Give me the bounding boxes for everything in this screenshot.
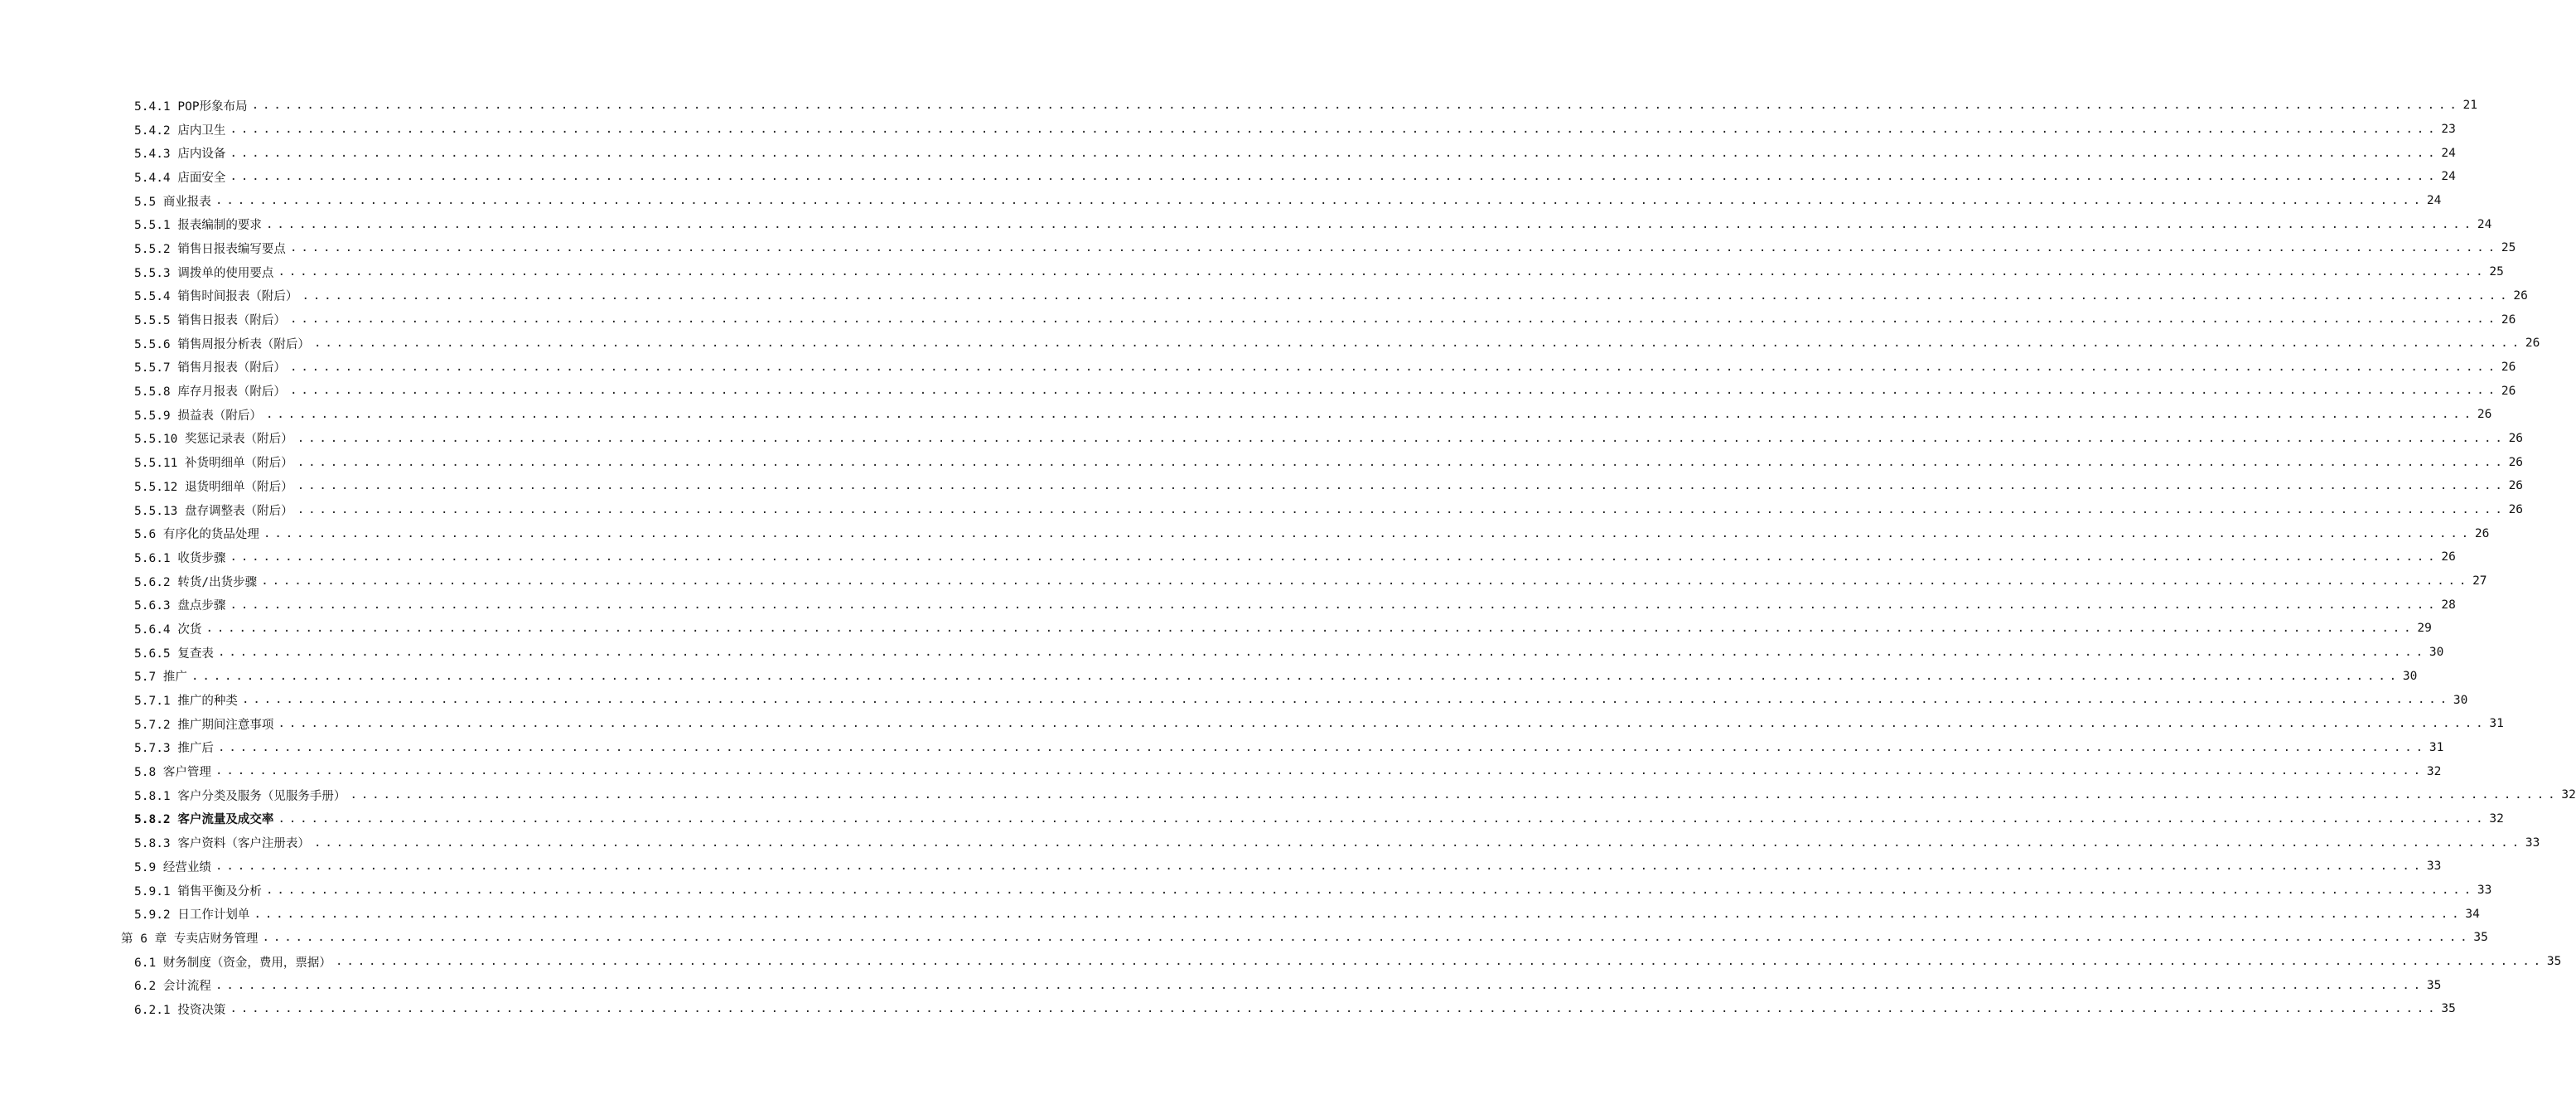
toc-entry-label: 5.7.1 推广的种类 (134, 695, 238, 709)
toc-entry-label: 5.6.4 次货 (134, 622, 202, 637)
toc-page-number: 26 (2508, 455, 2524, 469)
toc-entry[interactable] (0, 474, 2524, 498)
toc-page-number: 32 (2426, 764, 2442, 778)
toc-page-number: 35 (2473, 931, 2488, 945)
toc-entry[interactable] (0, 260, 2504, 284)
toc-entry[interactable] (0, 641, 2444, 665)
toc-entry-label: 5.5.6 销售周报分析表（附后） (134, 337, 310, 351)
toc-page-number: 30 (2453, 693, 2468, 707)
toc-page-number: 26 (2508, 503, 2524, 517)
toc-entry[interactable] (0, 593, 2456, 617)
toc-entry[interactable] (0, 617, 2432, 641)
toc-page-number: 31 (2429, 740, 2444, 754)
table-of-contents (0, 94, 2576, 1021)
toc-entry-label: 6.2 会计流程 (134, 980, 211, 994)
toc-entry[interactable] (0, 284, 2528, 308)
toc-page-number: 24 (2441, 170, 2456, 184)
toc-entry[interactable] (0, 665, 2418, 689)
toc-entry[interactable] (0, 902, 2480, 926)
toc-dot-leader: ........................................................................................................................................................................................................ (215, 764, 2424, 778)
toc-entry-label: 5.5.13 盘存调整表（附后） (134, 504, 293, 518)
toc-entry[interactable] (0, 545, 2456, 569)
toc-entry-label: 5.8.1 客户分类及服务（见服务手册） (134, 789, 346, 803)
toc-entry[interactable] (0, 997, 2456, 1021)
toc-entry-label: 5.5.3 调拨单的使用要点 (134, 266, 274, 280)
toc-page-number: 26 (2474, 526, 2490, 540)
toc-dot-leader: ........................................................................................................................................................................................................ (215, 978, 2424, 992)
toc-entry[interactable] (0, 759, 2442, 783)
toc-page-number: 35 (2426, 978, 2442, 992)
toc-page-number: 21 (2462, 99, 2477, 113)
toc-dot-leader: ........................................................................................................................................................................................................ (251, 99, 2461, 113)
toc-dot-leader: ........................................................................................................................................................................................................ (215, 860, 2424, 874)
toc-dot-leader: ........................................................................................................................................................................................................ (217, 646, 2427, 659)
toc-entry[interactable] (0, 332, 2540, 356)
toc-entry[interactable] (0, 403, 2492, 427)
toc-page-number: 26 (2477, 408, 2492, 422)
toc-entry[interactable] (0, 736, 2444, 760)
toc-entry[interactable] (0, 973, 2442, 997)
toc-page-number: 26 (2501, 312, 2516, 327)
toc-entry[interactable] (0, 688, 2468, 712)
toc-dot-leader: ........................................................................................................................................................................................................ (230, 598, 2439, 612)
toc-dot-leader: ........................................................................................................................................................................................................ (289, 312, 2499, 327)
toc-page-number: 27 (2472, 574, 2487, 588)
toc-dot-leader: ........................................................................................................................................................................................................ (265, 217, 2475, 231)
toc-entry-label: 5.4.4 店面安全 (134, 171, 226, 185)
toc-page-number: 33 (2426, 860, 2442, 874)
toc-entry[interactable] (0, 521, 2490, 545)
toc-page-number: 31 (2489, 717, 2504, 731)
toc-dot-leader: ........................................................................................................................................................................................................ (297, 479, 2506, 493)
toc-entry[interactable] (0, 498, 2524, 522)
toc-page-number: 26 (2508, 479, 2524, 493)
toc-page-number: 24 (2441, 146, 2456, 160)
toc-dot-leader: ........................................................................................................................................................................................................ (262, 931, 2472, 945)
toc-entry-label: 6.1 财务制度（资金，费用，票据） (134, 956, 331, 970)
toc-page-number: 35 (2441, 1002, 2456, 1016)
toc-dot-leader: ........................................................................................................................................................................................................ (265, 883, 2475, 897)
toc-entry-label: 第 6 章 专卖店财务管理 (121, 932, 259, 946)
toc-entry[interactable] (0, 236, 2516, 260)
toc-entry-label: 5.8.2 客户流量及成交率 (134, 813, 274, 827)
toc-entry[interactable] (0, 712, 2504, 736)
toc-page-number: 26 (2513, 288, 2528, 303)
toc-entry-label: 5.4.1 POP形象布局 (134, 99, 248, 114)
toc-entry-label: 5.7.2 推广期间注意事项 (134, 718, 274, 732)
toc-entry[interactable] (0, 379, 2516, 403)
toc-entry-label: 5.4.3 店内设备 (134, 148, 226, 162)
toc-dot-leader: ........................................................................................................................................................................................................ (230, 1002, 2439, 1016)
toc-entry[interactable] (0, 950, 2562, 974)
toc-entry[interactable] (0, 831, 2540, 855)
toc-dot-leader: ........................................................................................................................................................................................................ (297, 455, 2506, 469)
toc-entry[interactable] (0, 212, 2492, 236)
toc-entry-label: 5.5.12 退货明细单（附后） (134, 480, 293, 494)
toc-dot-leader: ........................................................................................................................................................................................................ (278, 811, 2487, 826)
toc-entry[interactable] (0, 569, 2487, 593)
toc-entry[interactable] (0, 807, 2504, 831)
toc-dot-leader: ........................................................................................................................................................................................................ (230, 170, 2439, 184)
toc-page-number: 30 (2402, 669, 2418, 683)
toc-entry-label: 5.5 商业报表 (134, 195, 211, 209)
toc-dot-leader: ........................................................................................................................................................................................................ (289, 360, 2499, 374)
toc-dot-leader: ........................................................................................................................................................................................................ (289, 241, 2499, 255)
toc-entry-label: 5.6.5 复查表 (134, 647, 214, 661)
toc-entry-label: 5.9 经营业绩 (134, 860, 211, 874)
toc-entry[interactable] (0, 189, 2442, 213)
toc-entry-label: 5.9.2 日工作计划单 (134, 908, 250, 923)
toc-entry[interactable] (0, 879, 2492, 903)
toc-dot-leader: ........................................................................................................................................................................................................ (297, 431, 2506, 445)
toc-entry-label: 5.5.10 奖惩记录表（附后） (134, 433, 293, 447)
toc-entry-label: 5.7 推广 (134, 671, 187, 685)
toc-page-number: 28 (2441, 598, 2456, 612)
toc-entry[interactable] (0, 356, 2516, 380)
toc-page-number: 33 (2477, 884, 2492, 898)
toc-entry[interactable] (0, 855, 2442, 879)
toc-dot-leader: ........................................................................................................................................................................................................ (230, 550, 2439, 564)
toc-entry-label: 5.6.2 转货/出货步骤 (134, 575, 258, 589)
toc-entry-label: 5.7.3 推广后 (134, 742, 214, 756)
toc-entry-label: 5.8 客户管理 (134, 766, 211, 780)
toc-dot-leader: ........................................................................................................................................................................................................ (230, 146, 2439, 160)
toc-entry[interactable] (0, 165, 2456, 189)
toc-dot-leader: ........................................................................................................................................................................................................ (241, 693, 2451, 707)
toc-page-number: 26 (2525, 337, 2540, 351)
toc-entry-label: 6.2.1 投资决策 (134, 1003, 226, 1017)
toc-entry-label: 5.5.1 报表编制的要求 (134, 219, 262, 233)
toc-dot-leader: ........................................................................................................................................................................................................ (191, 669, 2400, 683)
toc-entry-label: 5.6.3 盘点步骤 (134, 599, 226, 613)
toc-dot-leader: ........................................................................................................................................................................................................ (263, 526, 2472, 540)
toc-dot-leader: ........................................................................................................................................................................................................ (278, 265, 2487, 278)
toc-dot-leader: ........................................................................................................................................................................................................ (254, 907, 2463, 921)
toc-entry-label: 5.6 有序化的货品处理 (134, 528, 259, 542)
toc-dot-leader: ........................................................................................................................................................................................................ (265, 408, 2475, 422)
toc-entry-label: 5.5.5 销售日报表（附后） (134, 314, 286, 328)
toc-dot-leader: ........................................................................................................................................................................................................ (313, 836, 2523, 850)
toc-page-number: 26 (2501, 360, 2516, 374)
toc-entry[interactable] (0, 783, 2576, 807)
toc-dot-leader: ........................................................................................................................................................................................................ (261, 574, 2471, 588)
toc-entry-label: 5.5.4 销售时间报表（附后） (134, 290, 298, 304)
toc-dot-leader: ........................................................................................................................................................................................................ (205, 622, 2415, 636)
toc-page-number: 26 (2441, 550, 2456, 564)
toc-page-number: 30 (2429, 646, 2444, 660)
toc-dot-leader: ........................................................................................................................................................................................................ (278, 717, 2487, 731)
toc-page-number: 32 (2489, 811, 2504, 826)
toc-page-number: 24 (2426, 194, 2442, 208)
toc-entry-label: 5.9.1 销售平衡及分析 (134, 884, 262, 898)
toc-entry-label: 5.5.7 销售月报表（附后） (134, 361, 286, 375)
toc-entry-label: 5.4.2 店内卫生 (134, 124, 226, 138)
toc-entry[interactable] (0, 308, 2516, 332)
toc-entry[interactable] (0, 427, 2524, 451)
toc-dot-leader: ........................................................................................................................................................................................................ (289, 384, 2499, 398)
toc-dot-leader: ........................................................................................................................................................................................................ (313, 337, 2523, 351)
toc-dot-leader: ........................................................................................................................................................................................................ (215, 193, 2424, 207)
toc-dot-leader: ........................................................................................................................................................................................................ (217, 740, 2427, 754)
toc-entry[interactable] (0, 141, 2456, 165)
toc-page-number: 32 (2561, 788, 2576, 802)
toc-dot-leader: ........................................................................................................................................................................................................ (302, 288, 2511, 303)
toc-entry[interactable] (0, 926, 2488, 950)
toc-page-number: 26 (2501, 384, 2516, 398)
toc-page-number: 23 (2441, 123, 2456, 137)
toc-entry-label: 5.5.11 补货明细单（附后） (134, 457, 293, 471)
toc-entry[interactable] (0, 118, 2456, 142)
toc-dot-leader: ........................................................................................................................................................................................................ (350, 788, 2559, 802)
toc-page-number: 34 (2465, 907, 2480, 921)
toc-page-number: 25 (2501, 241, 2516, 255)
toc-page-number: 33 (2525, 836, 2540, 850)
toc-entry-label: 5.5.8 库存月报表（附后） (134, 385, 286, 400)
toc-dot-leader: ........................................................................................................................................................................................................ (297, 502, 2506, 516)
toc-page-number: 29 (2417, 622, 2432, 636)
toc-entry[interactable] (0, 450, 2524, 474)
toc-dot-leader: ........................................................................................................................................................................................................ (335, 954, 2545, 968)
toc-page-number: 25 (2489, 265, 2504, 279)
toc-entry-label: 5.6.1 收货步骤 (134, 551, 226, 565)
toc-entry[interactable] (0, 94, 2477, 118)
toc-page-number: 24 (2477, 217, 2492, 231)
toc-entry-label: 5.5.9 损益表（附后） (134, 409, 262, 423)
toc-page-number: 26 (2508, 431, 2524, 445)
toc-entry-label: 5.5.2 销售日报表编写要点 (134, 242, 286, 256)
toc-dot-leader: ........................................................................................................................................................................................................ (230, 122, 2439, 136)
toc-entry-label: 5.8.3 客户资料（客户注册表） (134, 837, 310, 851)
toc-page-number: 35 (2546, 955, 2562, 969)
